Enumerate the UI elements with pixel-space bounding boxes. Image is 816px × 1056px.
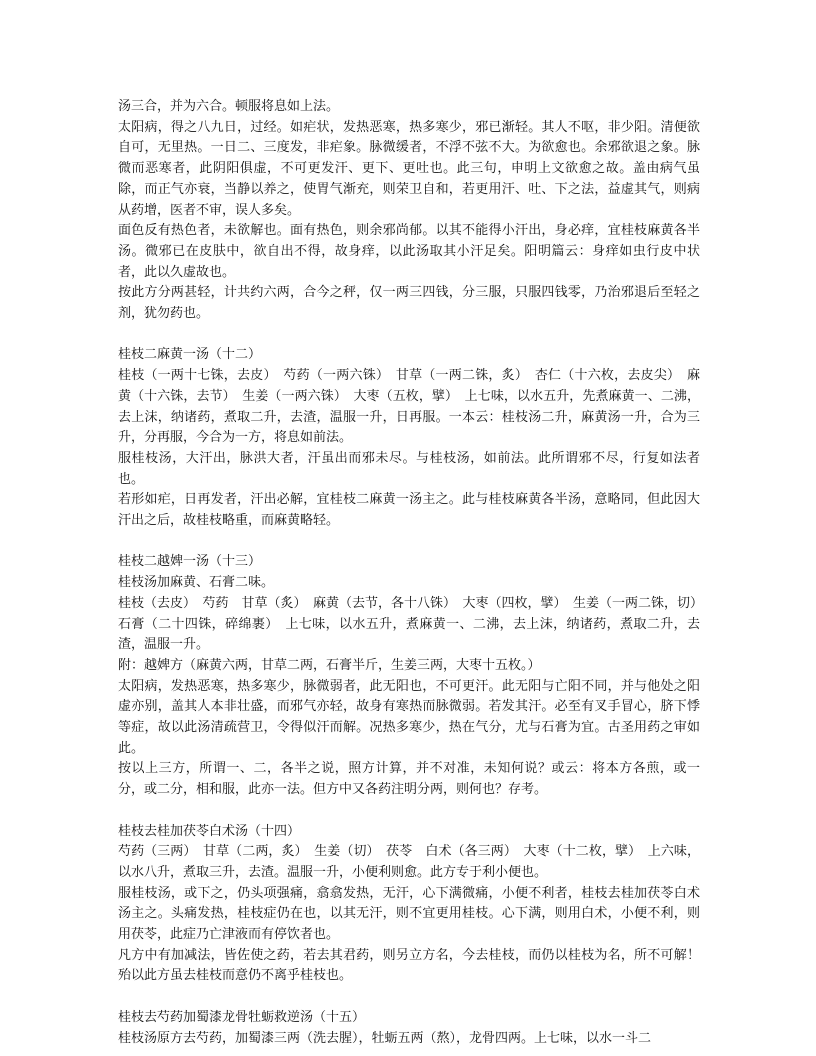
paragraph: 太阳病，得之八九日，过经。如疟状，发热恶寒，热多寒少，邪已渐轻。其人不呕，非少阳。清便欲自可，无里热。一日二、三度发，非疟象。脉微缓者，不浮不弦不大。为欲愈也。余邪欲退之象。脉微而恶寒者，此阴阳俱虚，不可更发汗、更下、更吐也。此三句，申明上文欲愈之故。盖由病气虽除，而正气亦衰，当静以养之，使胃气渐充，则荣卫自和，若更用汗、吐、下之法，益虚其气，则病从药增，医者不审，误人多矣。 xyxy=(118,119,700,218)
paragraph: 桂枝（去皮） 芍药 甘草（炙） 麻黄（去节，各十八铢） 大枣（四枚，擘） 生姜（一两二铢，切） xyxy=(118,595,704,611)
paragraph: 太阳病，发热恶寒，热多寒少，脉微弱者，此无阳也，不可更汗。此无阳与亡阳不同，并与他处之阳虚亦别，盖其人本非壮盛，而邪气亦轻，故身有寒热而脉微弱。若发其汗。必至有叉手冒心，脐下悸等症，故以此汤清疏营卫，令得似汗而解。况热多寒少，热在气分，尤与石膏为宜。古圣用药之审如此。 xyxy=(118,678,700,756)
paragraph: 若形如疟，日再发者，汗出必解，宜桂枝二麻黄一汤主之。此与桂枝麻黄各半汤，意略同，但此因大汗出之后，故桂枝略重，而麻黄略轻。 xyxy=(118,492,700,529)
paragraph: 桂枝汤原方去芍药，加蜀漆三两（洗去腥），牡蛎五两（熬），龙骨四两。上七味，以水一斗二 xyxy=(118,1030,652,1046)
section-heading: 桂枝去桂加茯苓白术汤（十四） xyxy=(118,823,301,839)
paragraph-spacer xyxy=(118,987,700,1008)
paragraph: 服桂枝汤，大汗出，脉洪大者，汗虽出而邪未尽。与桂枝汤，如前法。此所谓邪不尽，行复如法者也。 xyxy=(118,450,700,487)
paragraph: 石膏（二十四铢，碎绵裹） 上七味，以水五升，煮麻黄一、二沸，去上沫，纳诸药，煮取二升，去渣，温服一升。 xyxy=(118,616,700,653)
paragraph: 按此方分两甚轻，计共约六两，合今之秤，仅一两三四钱，分三服，只服四钱零，乃治邪退后至轻之剂，犹勿药也。 xyxy=(118,285,700,322)
paragraph: 桂枝汤加麻黄、石膏二味。 xyxy=(118,575,275,591)
paragraph: 汤三合，并为六合。顿服将息如上法。 xyxy=(118,99,340,114)
paragraph: 凡方中有加减法，皆佐使之药，若去其君药，则另立方名，今去桂枝，而仍以桂枝为名，所不可解！殆以此方虽去桂枝而意仍不离乎桂枝也。 xyxy=(118,947,700,984)
paragraph: 服桂枝汤，或下之，仍头项强痛，翕翕发热，无汗，心下满微痛，小便不利者，桂枝去桂加茯苓白术汤主之。头痛发热，桂枝症仍在也，以其无汗，则不宜更用桂枝。心下满，则用白术，小便不利，则用茯苓，此症乃亡津液而有停饮者也。 xyxy=(118,885,700,943)
section-heading: 桂枝二麻黄一汤（十二） xyxy=(118,347,262,363)
paragraph: 面色反有热色者，未欲解也。面有热色，则余邪尚郁。以其不能得小汗出，身必痒，宜桂枝麻黄各半汤。微邪已在皮肤中，欲自出不得，故身痒，以此汤取其小汗足矣。阳明篇云：身痒如虫行皮中状者，此以久虚故也。 xyxy=(118,223,700,280)
paragraph: 附：越婢方（麻黄六两，甘草二两，石膏半斤，生姜三两，大枣十五枚。） xyxy=(118,657,541,673)
paragraph: 芍药（三两） 甘草（二两，炙） 生姜（切） 茯苓 白术（各三两） 大枣（十二枚，擘） 上六味，以水八升，煮取三升，去渣。温服一升，小便利则愈。此方专于利小便也。 xyxy=(118,844,700,880)
section-heading: 桂枝二越婢一汤（十三） xyxy=(118,554,262,570)
paragraph: 按以上三方，所谓一、二，各半之说，照方计算，并不对准，未知何说？或云：将本方各煎，或一分，或二分，相和服，此亦一法。但方中又各药注明分两，则何也？存考。 xyxy=(118,761,700,798)
document-page xyxy=(118,97,704,1049)
paragraph-spacer xyxy=(118,801,700,822)
section-heading: 桂枝去芍药加蜀漆龙骨牡蛎救逆汤（十五） xyxy=(118,1009,366,1025)
paragraph-spacer xyxy=(118,325,700,346)
paragraph: 桂枝（一两十七铢，去皮） 芍药（一两六铢） 甘草（一两二铢，炙） 杏仁（十六枚，去皮尖） 麻黄（十六铢，去节） 生姜（一两六铢） 大枣（五枚，擘） 上七味，以水五升，先煮麻黄一、二沸，去上沫，纳诸药，煮取二升，去渣，温服一升，日再服。一本云：桂枝汤二升，麻黄汤一升，合为三升，分再服，今合为一方，将息如前法。 xyxy=(118,368,700,446)
paragraph-spacer xyxy=(118,532,700,553)
